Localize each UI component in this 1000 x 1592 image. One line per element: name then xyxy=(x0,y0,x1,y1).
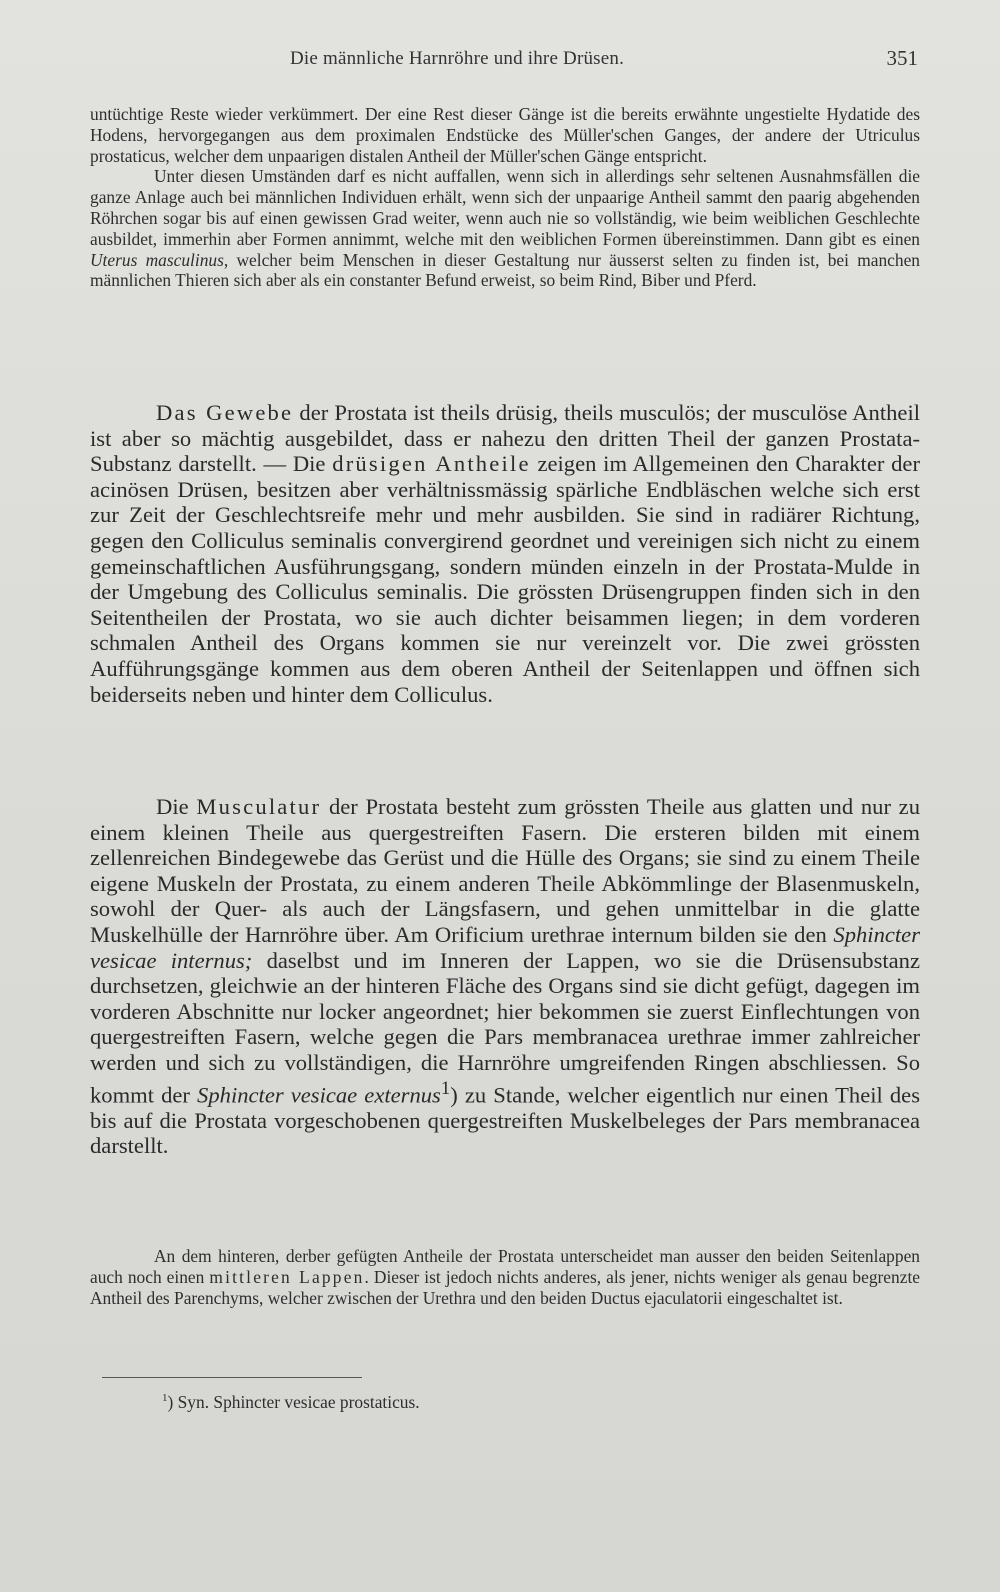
paragraph-2 xyxy=(90,166,920,291)
mittleren-lappen-term: mittleren Lappen xyxy=(209,1266,365,1287)
footnote-mark: 1 xyxy=(162,1392,168,1405)
paragraph-1-text: untüchtige Reste wieder verkümmert. Der eine Rest dieser Gänge ist die bereits erwähnte ungestielte Hydatide des Hodens, hervorgegangen aus dem proximalen Endstücke des Müller'schen Ganges, der andere der Utriculus prostaticus, welcher dem unpaarigen distalen Antheil der Müller'schen Gänge entspricht. xyxy=(90,104,920,166)
musculatur-heading: Musculatur xyxy=(196,794,322,819)
paragraph-4 xyxy=(90,794,920,1159)
footnote-reference: 1 xyxy=(440,1077,451,1099)
sphincter-internus-term: Sphincter vesicae internus; xyxy=(90,921,920,973)
large-print-block-musculatur xyxy=(90,794,920,1159)
small-print-block xyxy=(90,104,920,291)
paragraph-4-text-1: der Prostata besteht zum grössten Theile aus glatten und nur zu einem kleinen Theile aus quergestreiften Fasern. Die ersteren bilden mit einem zellenreichen Bindegewebe das Gerüst und die Hülle des Organs; sie sind zu einem Theile eigene Muskeln der Prostata, zu einem anderen Theile Abkömmlinge der Blasenmuskeln, sowohl der Quer- als auch der Längsfasern, und gehen unmittelbar in die glatte Muskelhülle der Harnröhre über. Am Orificium urethrae internum bilden sie den xyxy=(90,794,920,947)
druesigen-antheile-term: drüsigen Antheile xyxy=(332,451,531,477)
paragraph-3-text-end: zeigen im Allgemeinen den Charakter der acinösen Drüsen, besitzen aber verhältnissmässig spärliche Endbläschen welche sich erst zur Zeit der Geschlechtsreife mehr und mehr ausbilden. Sie sind in radiärer Richtung, gegen den Colliculus seminalis convergirend geordnet und vereinigen sich nicht zu einem gemeinschaftlichen Ausführungsgang, sondern münden einzeln in der Prostata-Mulde in der Umgebung des Colliculus seminalis. Die grössten Drüsengruppen finden sich in den Seitentheilen der Prostata, wo sie auch dichter beisammen liegen; in dem vorderen schmalen Antheil des Organs kommen sie nur vereinzelt vor. Die zwei grössten Aufführungsgänge kommen aus dem oberen Antheil der Seitenlappen und öffnen sich beiderseits neben und hinter dem Colliculus. xyxy=(90,451,920,707)
paragraph-2-text-before: Unter diesen Umständen darf es nicht auffallen, wenn sich in allerdings sehr seltenen Ausnahmsfällen die ganze Anlage auch bei männlichen Individuen erhält, wenn sich der unpaarige Antheil sammt den paarig abgehenden Röhrchen sogar bis auf einen gewissen Grad weiter, wenn auch nie so vollständig, wie beim weiblichen Geschlechte ausbildet, immerhin aber Formen annimmt, welche mit den weiblichen Formen übereinstimmen. Dann gibt es einen xyxy=(90,166,920,249)
paragraph-3 xyxy=(90,400,920,707)
paragraph-5 xyxy=(90,1246,920,1308)
footnote-text: ) Syn. Sphincter vesicae prostaticus. xyxy=(167,1392,420,1412)
paragraph-4-text-3: ) zu Stande, welcher eigentlich nur einen Theil des bis auf die Prostata vorgeschobenen quergestreiften Muskelbeleges der Pars membranacea darstellt. xyxy=(90,1082,920,1159)
paragraph-3-text-mid: der Prostata ist theils drüsig, theils musculös; der musculöse Antheil ist aber so mächtig ausgebildet, dass er nahezu den dritten Theil der ganzen Prostata-Substanz darstellt. — Die xyxy=(90,400,921,477)
paragraph-5-text-after: . Dieser ist jedoch nichts anderes, als jener, nichts weniger als genau begrenzte Antheil des Parenchyms, welcher zwischen der Urethra und den beiden Ductus ejaculatorii eingeschaltet ist. xyxy=(90,1266,920,1308)
sphincter-externus-term: Sphincter vesicae externus xyxy=(197,1082,441,1108)
page-number: 351 xyxy=(886,46,918,70)
footnote-divider xyxy=(102,1377,362,1378)
running-head: Die männliche Harnröhre und ihre Drüsen. xyxy=(290,48,625,69)
paragraph-4-text-before: Die xyxy=(156,794,197,819)
paragraph-5-text-before: An dem hinteren, derber gefügten Antheile der Prostata unterscheidet man ausser den beiden Seitenlappen auch noch einen xyxy=(90,1246,920,1287)
paragraph-4-text-2: daselbst und im Inneren der Lappen, wo sie die Drüsensubstanz durchsetzen, gleichwie an der hinteren Fläche des Organs sind sie dicht gefügt, dagegen im vorderen Abschnitte nur locker angeordnet; hier bekommen sie zuerst Einflechtungen von quergestreiften Fasern, welche gegen die Pars membranacea urethrae immer zahlreicher werden und sich zu vollständigen, die Harnröhre umgreifenden Ringen abschliessen. So kommt der xyxy=(90,947,920,1108)
paragraph-1 xyxy=(90,104,920,166)
small-print-block-lappen xyxy=(90,1246,920,1308)
uterus-masculinus-term: Uterus masculinus xyxy=(90,249,224,270)
footnote xyxy=(162,1392,420,1413)
gewebe-heading: Das Gewebe xyxy=(156,400,294,425)
large-print-block-gewebe xyxy=(90,400,920,707)
paragraph-2-text-after: , welcher beim Menschen in dieser Gestaltung nur äusserst selten zu finden ist, bei manchen männlichen Thieren sich aber als ein constanter Befund erweist, so beim Rind, Biber und Pferd. xyxy=(90,249,920,291)
